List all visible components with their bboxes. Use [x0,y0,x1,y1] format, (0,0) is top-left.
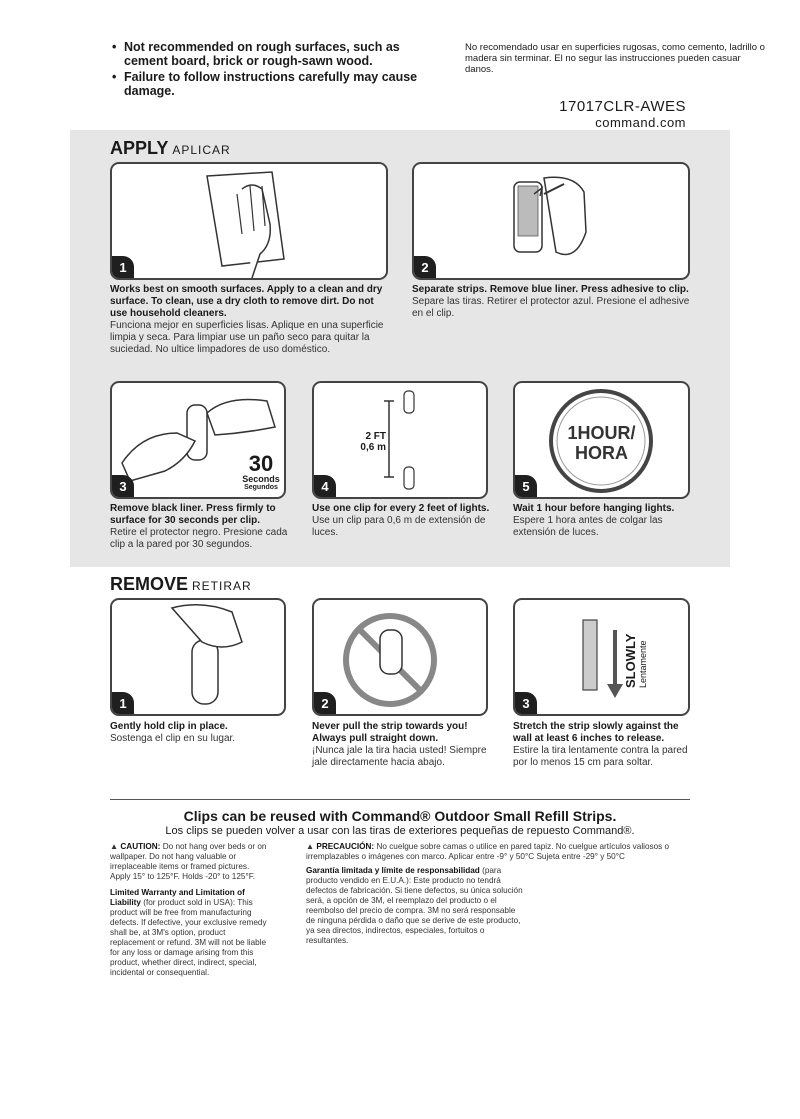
slowly-label [625,628,685,708]
apply-step-2-caption [412,284,692,320]
apply-step-5-caption [513,503,693,539]
warranty-label: Limited Warranty and Limitation of Liability [110,888,245,907]
garantia-text: (para producto vendido en E.U.A.): Este producto no tendrá defectos de fabricación. Si tiene defectos, su única solución será, a opción de 3M, el reemplazo del producto o el reembolso del precio de compra. 3M no será responsable de ninguna pérdida o daño que se derive de este producto, ya sea directos, indirectos, especiales, fortuitos o resultantes. [306,866,523,945]
apply-step-3-caption [110,503,300,551]
clip-spacing-icon [314,383,486,497]
clock-line-1: 1HOUR/ [567,423,636,443]
lentamente-text: Lentamente [638,640,648,688]
caption-spanish: Retire el protector negro. Presione cada clip a la pared por 30 segundos. [110,527,288,550]
caption-spanish: Separe las tiras. Retirer el protector azul. Presione el adhesive en el clip. [412,296,690,319]
spacing-feet: 2 FT [365,431,386,442]
remove-step-1-illustration [110,598,286,716]
remove-step-3-caption [513,721,698,769]
apply-step-4-illustration [312,381,488,499]
caption-english: Wait 1 hour before hanging lights. [513,503,675,514]
remove-step-2-caption [312,721,492,769]
seconds-label: Seconds [242,474,280,484]
remove-step-2-illustration [312,598,488,716]
caption-english: Use one clip for every 2 feet of lights. [312,503,490,514]
step-number: 1 [112,692,134,714]
caption-english: Separate strips. Remove blue liner. Press adhesive to clip. [412,284,689,295]
apply-step-1-illustration [110,162,388,280]
sku-code: 17017CLR-AWES [559,98,686,115]
step-number: 2 [314,692,336,714]
apply-step-3-illustration [110,381,286,499]
caption-english: Works best on smooth surfaces. Apply to a clean and dry surface. To clean, use a dry cloth to remove dirt. Do not use household cleaners. [110,284,383,319]
caution-label: CAUTION: [120,842,161,851]
warning-icon: ▲ [306,842,317,851]
garantia-block [306,866,526,946]
reuse-note-english: Clips can be reused with Command® Outdoor Small Refill Strips. [183,808,617,824]
caution-text: Do not hang over beds or on wallpaper. Do not hang valuable or irreplaceable items or framed pictures. Apply 15° to 125°F. Holds -20° to 125°F. [110,842,267,881]
caption-spanish: Use un clip para 0,6 m de extensión de luces. [312,515,486,538]
caption-spanish: Espere 1 hora antes de colgar las extensión de luces. [513,515,663,538]
caption-spanish: Sostenga el clip en su lugar. [110,733,236,744]
caption-english: Gently hold clip in place. [110,721,228,732]
garantia-label: Garantía limitada y límite de responsabilidad [306,866,480,875]
remove-step-3-illustration [513,598,690,716]
warning-icon: ▲ [110,842,121,851]
remove-subtitle: RETIRAR [192,579,252,593]
apply-title: APPLY [110,138,169,158]
caption-spanish: Estire la tira lentamente contra la pared por lo menos 15 cm para soltar. [513,745,688,768]
spacing-meters: 0,6 m [360,442,386,453]
slowly-text: SLOWLY [623,633,638,688]
apply-step-5-illustration [513,381,690,499]
legal-english [110,842,270,978]
caption-english: Never pull the strip towards you! Always pull straight down. [312,721,468,744]
apply-step-1-caption [110,284,390,356]
apply-subtitle: APLICAR [172,143,231,157]
precaucion-text: No cuelgue sobre camas o utilice en pared tapiz. No cuelgue artículos valiosos o irremplazables o imágenes con marco. Aplicar entre -9° y 50°C Sujeta entre -29° y 50°C [306,842,670,861]
warranty-text: (for product sold in USA): This product will be free from manufacturing defects. If defective, your exclusive remedy shall be, at 3M's option, product replacement or refund. 3M will not be liable for any loss or damage arising from this product, whether direct, indirect, special, incidental or consequential. [110,898,267,977]
clock-label [535,423,668,463]
warning-bullet: • Not recommended on rough surfaces, such as cement board, brick or rough-sawn wood. [112,40,442,68]
step-number: 5 [515,475,537,497]
product-code-block [540,99,686,131]
clock-line-2: HORA [575,443,628,463]
step-number: 1 [112,256,134,278]
apply-heading [110,138,231,159]
caption-spanish: ¡Nunca jale la tira hacia usted! Siempre jale directamente hacia abajo. [312,745,487,768]
apply-step-2-illustration [412,162,690,280]
top-warnings [112,40,442,100]
spanish-warning: No recomendado usar en superficies rugosas, como cemento, ladrillo o madera sin terminar. El no segur las instrucciones pueden casuar danos. [465,42,765,75]
apply-step-4-caption [312,503,492,539]
segundos-label: Segundos [244,484,278,491]
divider [110,799,690,800]
caution-block [110,842,270,882]
seconds-number: 30 [248,451,274,476]
remove-heading [110,574,252,595]
wipe-cloth-icon [112,164,386,278]
reuse-note-spanish: Los clips se pueden volver a usar con las tiras de exteriores pequeñas de repuesto Command®. [165,825,635,837]
hold-clip-icon [112,600,284,714]
caption-english: Stretch the strip slowly against the wall at least 6 inches to release. [513,721,679,744]
caption-english: Remove black liner. Press firmly to surface for 30 seconds per clip. [110,503,276,526]
remove-title: REMOVE [110,574,189,594]
precaucion-label: PRECAUCIÓN: [316,842,375,851]
spacing-label [352,431,386,453]
step-number: 3 [112,475,134,497]
step-number: 4 [314,475,336,497]
step-number: 2 [414,256,436,278]
remove-step-1-caption [110,721,290,745]
legal-spanish [306,842,696,946]
precaucion-block [306,842,696,862]
warranty-block [110,888,270,978]
website: command.com [595,115,686,130]
step-number: 3 [515,692,537,714]
adhesive-strip-clip-icon [414,164,688,278]
caption-spanish: Funciona mejor en superficies lisas. Aplique en una superficie limpia y seca. Para limpiar use un paño seco para quitar la suciedad. No ultice limpadores de uso doméstico. [110,320,384,355]
warning-bullet: • Failure to follow instructions carefully may cause damage. [112,70,442,98]
seconds-badge [236,453,286,491]
prohibited-pull-icon [314,600,486,714]
